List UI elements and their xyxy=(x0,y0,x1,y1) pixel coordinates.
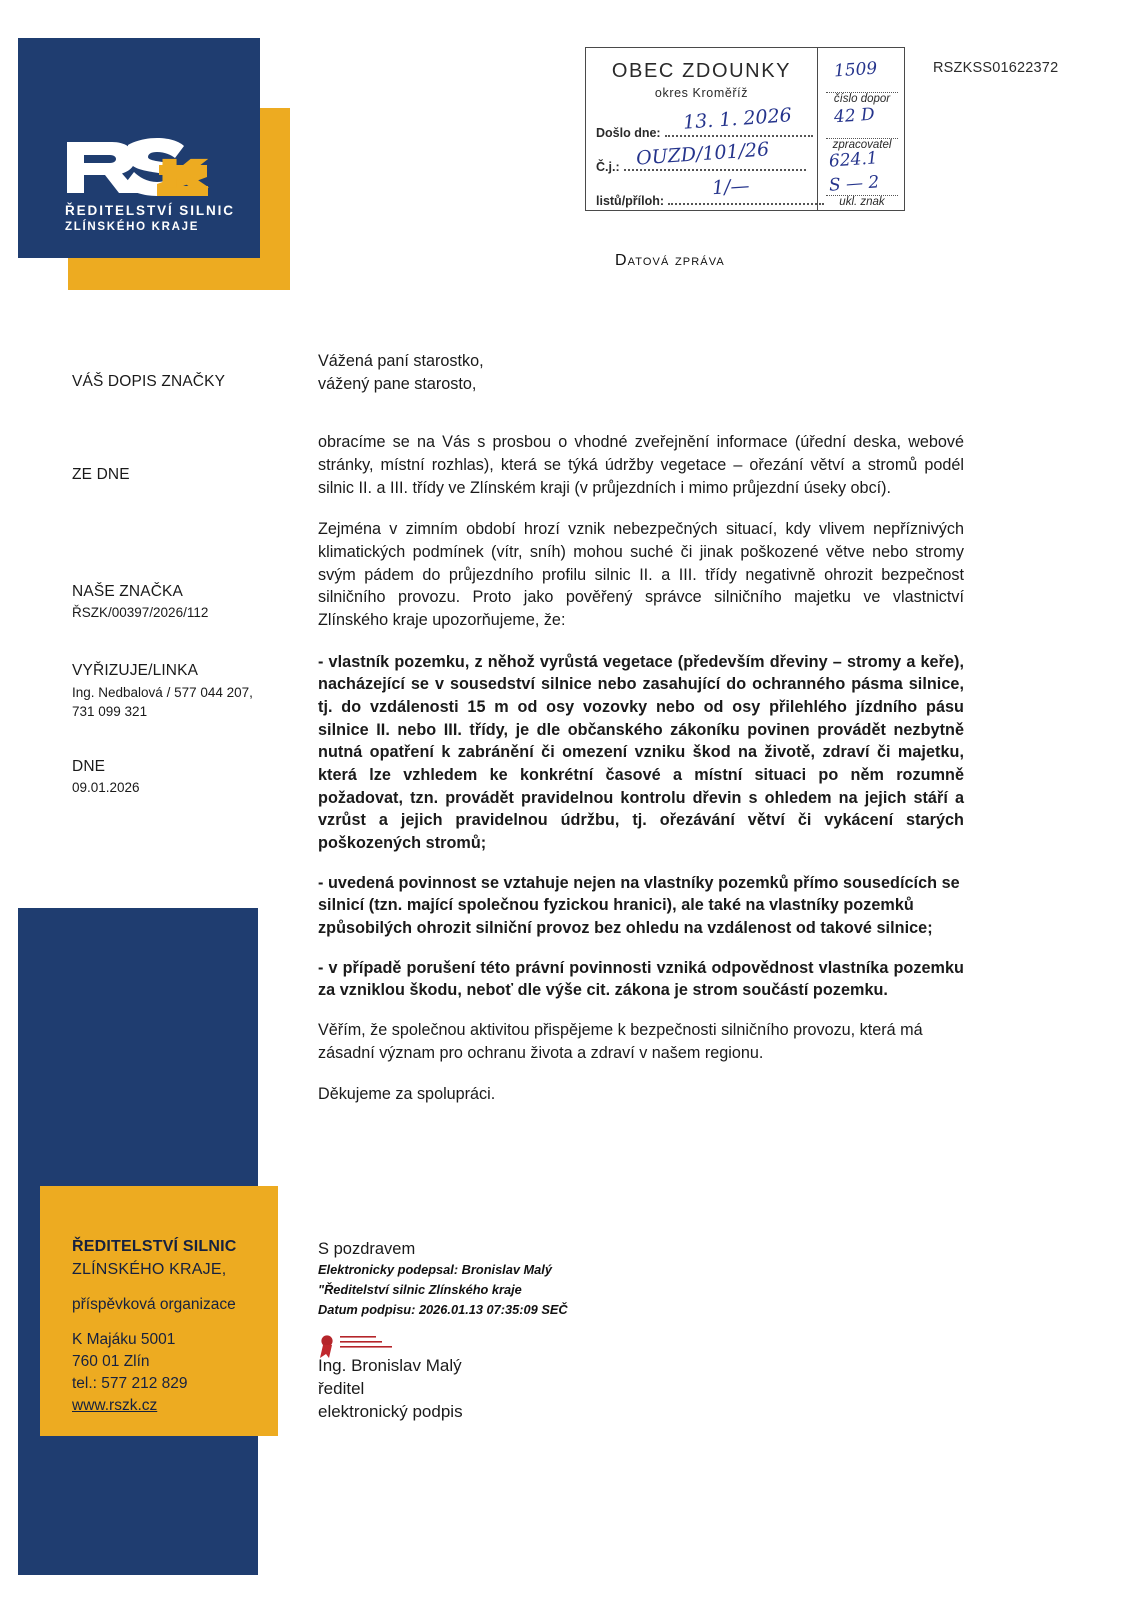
footer-phone: tel.: 577 212 829 xyxy=(72,1375,188,1393)
stamp-sheets-value: 1/— xyxy=(711,174,751,200)
meta-your-reference xyxy=(72,370,287,393)
signature-organization: "Ředitelství silnic Zlínského kraje xyxy=(318,1281,522,1297)
footer-address-block xyxy=(72,1236,282,1417)
stamp-sheets-row xyxy=(596,194,824,208)
meta-our-reference xyxy=(72,580,287,623)
meta-handled-by xyxy=(72,659,287,721)
signer-note: elektronický podpis xyxy=(318,1401,463,1421)
logo-subtitle-line2: ZLÍNSKÉHO KRAJE xyxy=(65,220,200,233)
meta-handled-by-label: VYŘIZUJE/LINKA xyxy=(72,662,199,680)
meta-our-reference-label: NAŠE ZNAČKA xyxy=(72,582,184,600)
footer-org-type: příspěvková organizace xyxy=(72,1296,236,1314)
stamp-right-value-3: 624.1 xyxy=(828,148,879,172)
paragraph-request: obracíme se na Vás s prosbou o vhodné zveřejnění informace (úřední deska, webové stránky, místní rozhlas), která se týká údržby vegetace – ořezání větví a stromů podél silnic II. a III. třídy ve Zlínském kraji (v průjezdních i mimo průjezdní úseky obcí). xyxy=(318,433,964,497)
stamp-refnum-value: OUZD/101/26 xyxy=(635,138,770,170)
meta-your-reference-label: VÁŠ DOPIS ZNAČKY xyxy=(72,373,226,390)
meta-date xyxy=(72,755,287,798)
bullet-liability: - v případě porušení této právní povinnosti vzniká odpovědnost vlastníka pozemku za vzniklou škodu, neboť dle výše cit. zákona je strom součástí pozemku. xyxy=(318,958,964,1000)
company-logo xyxy=(18,38,290,290)
salutation xyxy=(318,350,964,395)
stamp-right-label-1: číslo dopor xyxy=(833,93,891,105)
footer-org-line2: ZLÍNSKÉHO KRAJE, xyxy=(72,1260,227,1278)
paragraph-winter-risk: Zejména v zimním období hrozí vznik nebezpečných situací, kdy vlivem nepříznivých klimatických podmínek (vítr, sníh) mohou suché či jinak poškozené větve nebo stromy svým pádem do průjezdního profilu silnic II. a III. třídy negativně ohrozit bezpečnost silničního provozu. Proto jako pověřený správce silničního majetku ve vlastnictví Zlínského kraje upozorňujeme, že: xyxy=(318,520,964,630)
meta-date-value: 09.01.2026 xyxy=(72,779,140,795)
stamp-sheets-label: listů/příloh: xyxy=(596,194,665,208)
stamp-received-label: Došlo dne: xyxy=(596,126,661,140)
footer-street: K Majáku 5001 xyxy=(72,1331,176,1349)
signer-name: Ing. Bronislav Malý xyxy=(318,1356,462,1375)
signature-date: Datum podpisu: 2026.01.13 07:35:09 SEČ xyxy=(318,1301,568,1317)
signature-block xyxy=(318,1240,788,1421)
stamp-right-value-2: 42 D xyxy=(833,104,876,128)
delivery-method-heading: Datová zpráva xyxy=(615,252,725,269)
logo-subtitle xyxy=(65,202,261,235)
stamp-received-value: 13. 1. 2026 xyxy=(682,104,793,134)
salutation-line-2: vážený pane starosto, xyxy=(318,374,477,393)
bullet-scope-of-duty: - uvedená povinnost se vztahuje nejen na vlastníky pozemků přímo sousedících se silnicí (tzn. mající společnou fyzickou hranici), ale také na vlastníky pozemků způsobilých ohrozit silniční provoz bez ohledu na vzdálenost od takové silnice; xyxy=(318,873,960,938)
meta-handled-by-value-1: Ing. Nedbalová / 577 044 207, xyxy=(72,684,253,700)
stamp-divider xyxy=(817,48,818,210)
footer-org-line1: ŘEDITELSTVÍ SILNIC xyxy=(72,1238,237,1255)
logo-subtitle-line1: ŘEDITELSTVÍ SILNIC xyxy=(65,203,235,218)
stamp-district-name: okres Kroměříž xyxy=(654,86,749,100)
signature-greeting: S pozdravem xyxy=(318,1240,416,1258)
signer-title: ředitel xyxy=(318,1378,365,1398)
rszk-logo-icon xyxy=(64,134,234,198)
meta-date-label: DNE xyxy=(72,757,106,775)
stamp-municipality-name: OBEC ZDOUNKY xyxy=(611,60,792,82)
footer-city: 760 01 Zlín xyxy=(72,1353,150,1371)
meta-our-reference-value: ŘSZK/00397/2026/112 xyxy=(72,604,209,620)
stamp-right-value-1: 1509 xyxy=(833,58,878,82)
salutation-line-1: Vážená paní starostko, xyxy=(318,352,484,370)
incoming-mail-stamp xyxy=(585,47,905,211)
meta-handled-by-value-2: 731 099 321 xyxy=(72,704,148,720)
letter-body xyxy=(318,350,964,1125)
stamp-refnum-label: Č.j.: xyxy=(596,160,620,174)
stamp-right-label-2: zpracovatel xyxy=(832,139,892,151)
stamp-right-value-4: S — 2 xyxy=(828,172,880,196)
paragraph-thanks: Děkujeme za spolupráci. xyxy=(318,1085,496,1104)
signer-identity xyxy=(318,1355,463,1424)
paragraph-closing-belief: Věřím, že společnou aktivitou přispějeme k bezpečnosti silničního provozu, která má zásadní význam pro ochranu života a zdraví v našem regionu. xyxy=(318,1021,923,1062)
bullet-owner-duty: - vlastník pozemku, z něhož vyrůstá vegetace (především dřeviny – stromy a keře), nacházející se v sousedství silnice nebo zasahující do ochranného pásma silnice, tj. do vzdálenosti 15 m od osy vozovky nebo od osy přilehlého jízdního pásu silnice II. nebo III. třídy, je dle občanského zákoníku povinen provádět nezbytně nutná opatření k zabránění či omezení vzniku škod na životě, zdraví či majetku, která lze vzhledem ke konkrétní časové a místní situaci po něm rozumně požadovat, tzn. provádět pravidelnou kontrolu dřevin s ohledem na jejich stáří a vzrůst a jejich pravidelnou údržbu, tj. ořezávání větví či vykácení starých poškozených stromů; xyxy=(318,652,964,853)
signature-signed-by: Elektronicky podepsal: Bronislav Malý xyxy=(318,1262,552,1277)
meta-your-date xyxy=(72,463,287,486)
document-reference-code: RSZKSS01622372 xyxy=(933,60,1059,76)
letter-meta-column xyxy=(72,370,287,798)
stamp-right-label-3: ukl. znak xyxy=(839,196,885,208)
meta-your-date-label: ZE DNE xyxy=(72,466,130,484)
footer-website-link[interactable]: www.rszk.cz xyxy=(72,1397,158,1415)
